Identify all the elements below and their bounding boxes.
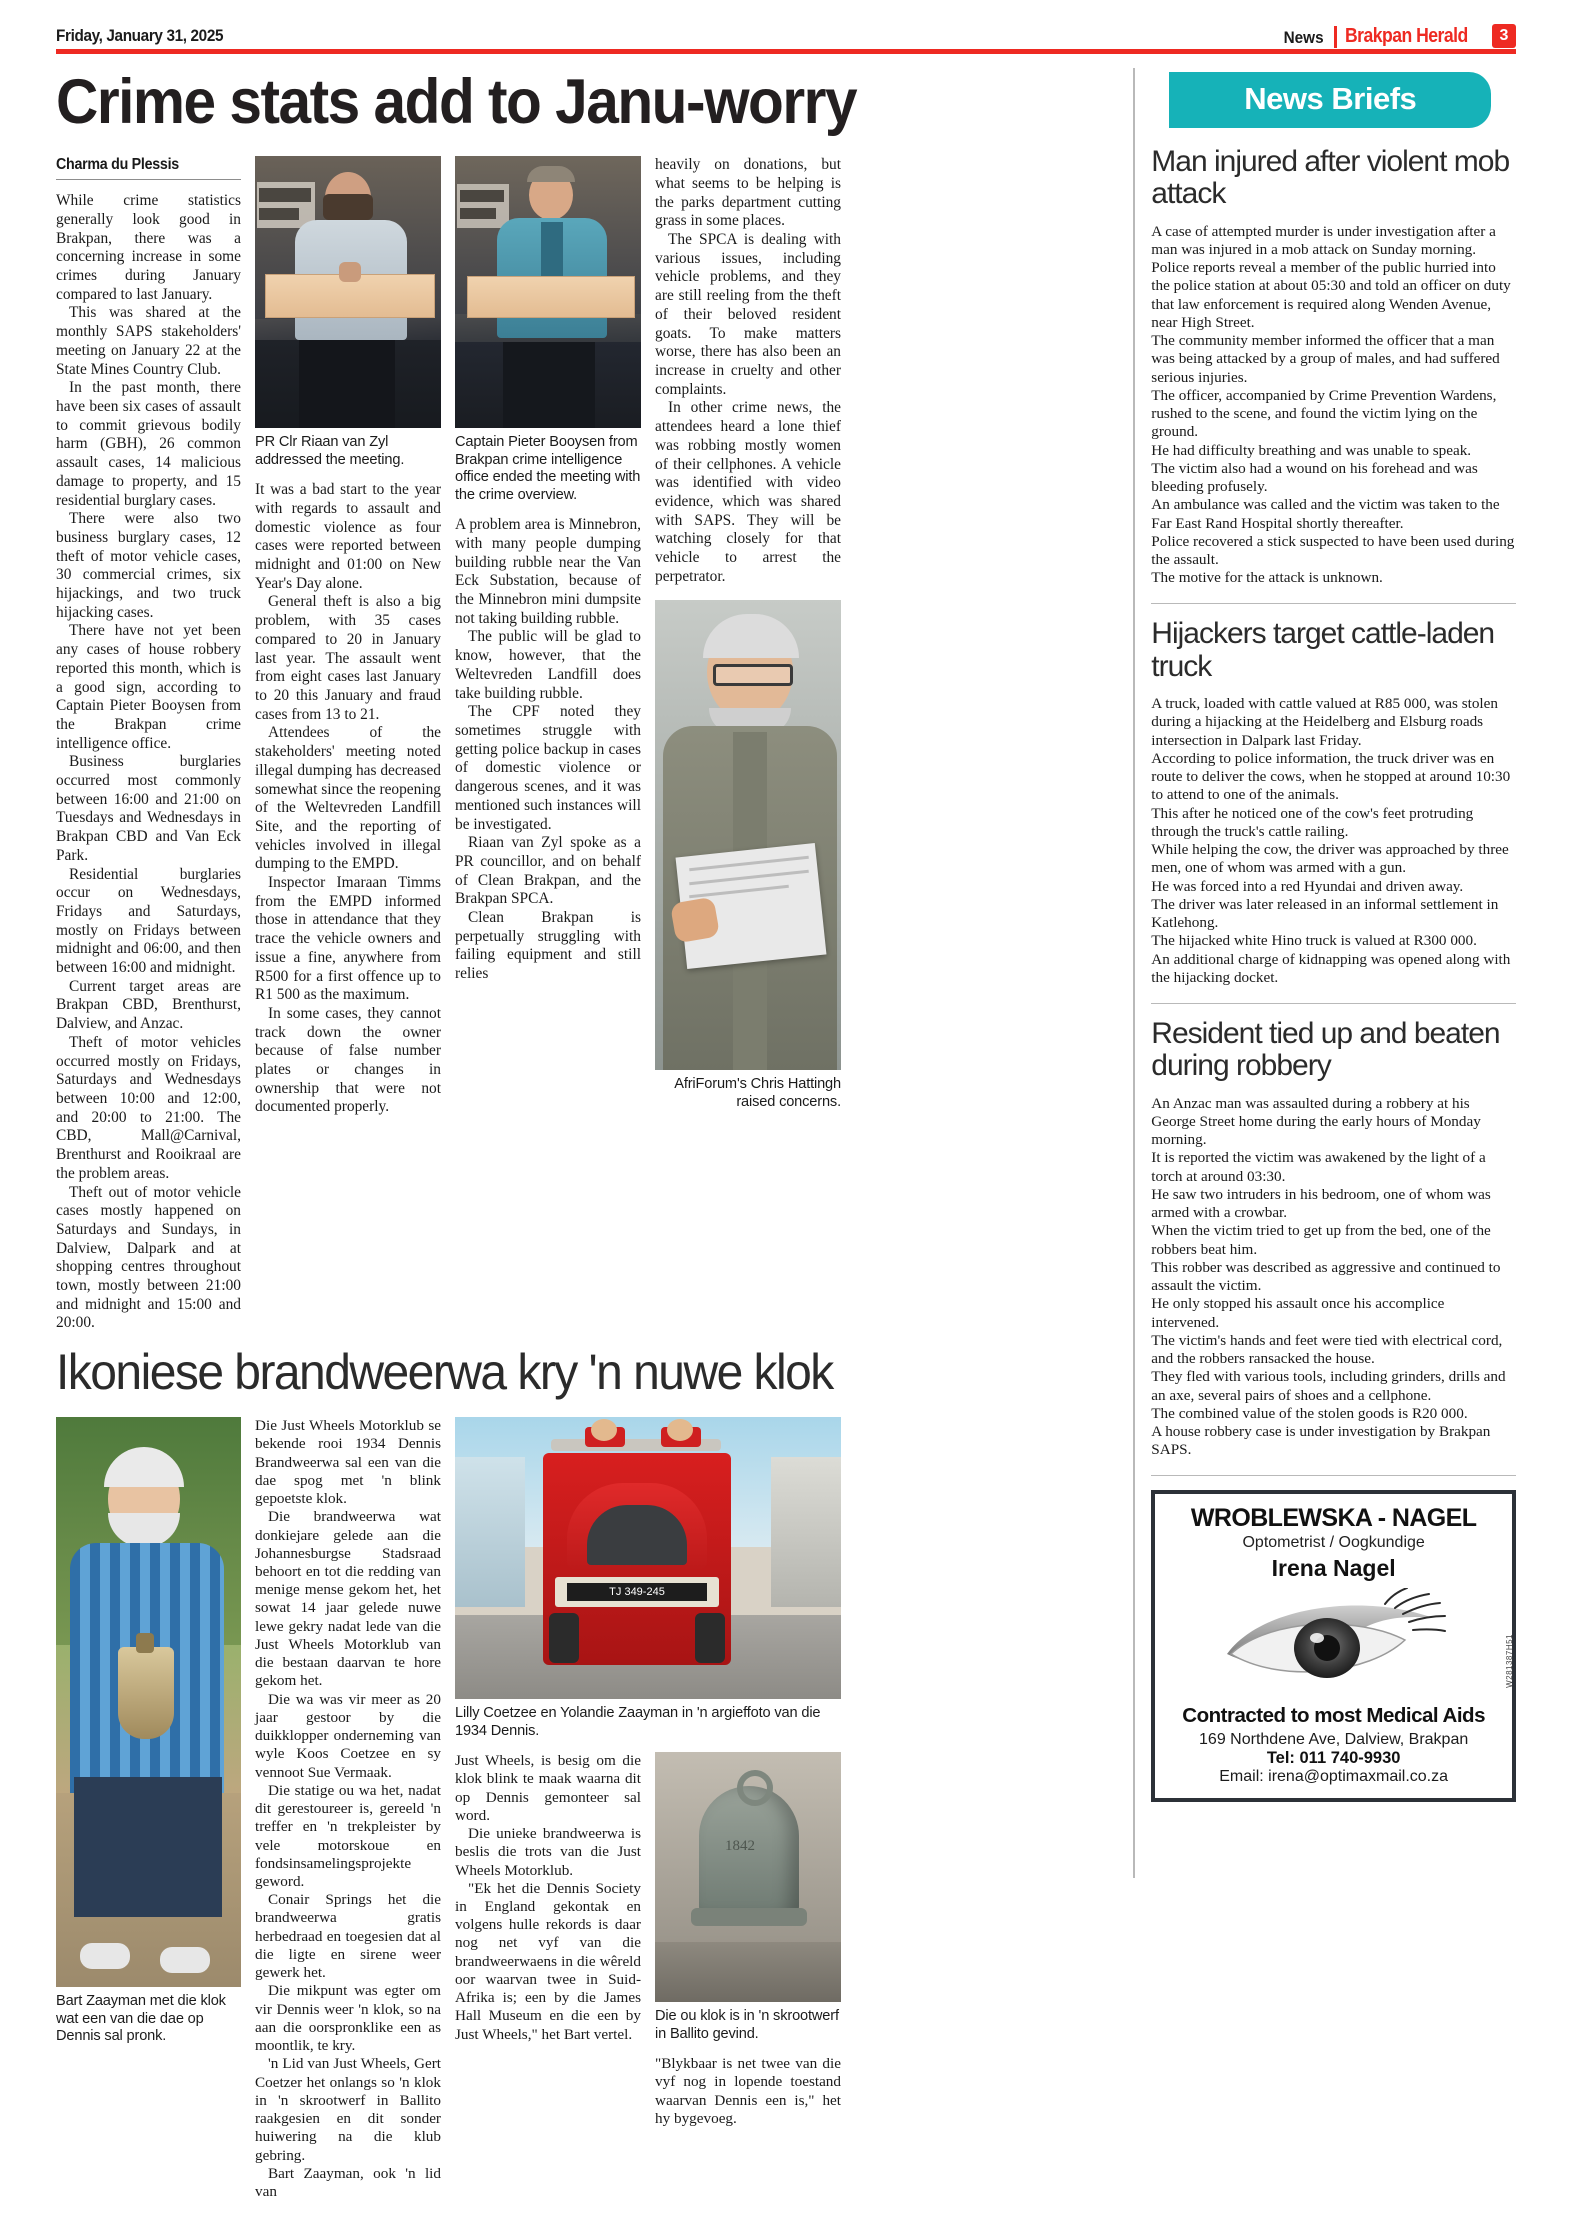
paragraph: In the past month, there have been six cases of assault to commit grievous bodily harm (GBH), 26 common assault cases, 14 malicious damage to property, and 15 residential burglary cases. — [56, 379, 241, 509]
paragraph: In other crime news, the attendees heard a lone thief was robbing mostly women of their cellphones. A vehicle was identified with video evidence, which was shared with SAPS. They will be watching closely for that vehicle to arrest the perpetrator. — [655, 399, 841, 585]
paragraph: The hijacked white Hino truck is valued at R300 000. — [1151, 932, 1477, 950]
main-content-block — [56, 68, 1111, 2201]
paragraph: There were also two business burglary cases, 12 theft of motor vehicle cases, 30 commercial crimes, six hijackings, and two truck hijacking cases. — [56, 510, 241, 621]
byline-rule — [56, 179, 241, 180]
brief-body — [1151, 695, 1516, 987]
paragraph: There have not yet been any cases of house robbery reported this month, which is a good sign, according to Captain Pieter Booysen from the Brakpan crime intelligence office. — [56, 622, 241, 752]
page-body — [56, 68, 1516, 2201]
paragraph: General theft is also a big problem, with 35 cases compared to 20 in January last year. The assault went from eight cases last January to 20 this January and fraud cases from 13 to 21. — [255, 593, 441, 723]
page-title: Crime stats add to Janu-worry — [56, 67, 857, 137]
paragraph: "Blykbaar is net twee van die vyf nog in lopende toestand waarvan Dennis een is," het hy bygevoeg. — [655, 2055, 841, 2127]
photo-bart-zaayman — [56, 1417, 241, 1987]
photo-captain-booysen — [455, 156, 641, 428]
paragraph: Die Just Wheels Motorklub se bekende rooi 1934 Dennis Brandweerwa sal een van die dae spog met 'n blink gepoetste klok. — [255, 1417, 441, 1508]
paragraph: This was shared at the monthly SAPS stakeholders' meeting on January 22 at the State Mines Country Club. — [56, 304, 241, 378]
photo-chris-hattingh — [655, 600, 841, 1070]
afrikaans-columns — [56, 1417, 1111, 2201]
news-brief-item — [1151, 146, 1516, 587]
photo-caption: Bart Zaayman met die klok wat een van die dae op Dennis sal pronk. — [56, 1993, 226, 2045]
crime-article — [56, 156, 1111, 1333]
paragraph: The motive for the attack is unknown. — [1151, 569, 1383, 587]
brief-heading: Hijackers target cattle-laden truck — [1151, 617, 1495, 683]
news-briefs-banner: News Briefs — [1169, 72, 1491, 128]
paragraph: Business burglaries occurred most commonly between 16:00 and 21:00 on Tuesdays and Wednesdays in Brakpan CBD and Van Eck Park. — [56, 753, 241, 864]
paragraph: He had difficulty breathing and was unable to speak. — [1151, 441, 1472, 459]
ad-email[interactable]: Email: irena@optimaxmail.co.za — [1219, 1768, 1449, 1786]
masthead-separator — [1334, 26, 1337, 48]
paragraph: Just Wheels, is besig om die klok blink te maak waarna dit op Dennis gemonteer sal word. — [455, 1752, 641, 1824]
photo-riaan-van-zyl — [255, 156, 441, 428]
ad-telephone[interactable]: Tel: 011 740-9930 — [1266, 1749, 1401, 1768]
photo-caption: Die ou klok is in 'n skrootwerf in Ballito gevind. — [655, 2008, 839, 2042]
ad-profession: Optometrist / Oogkundige — [1242, 1534, 1425, 1552]
ad-tagline: Contracted to most Medical Aids — [1182, 1704, 1485, 1728]
byline: Charma du Plessis — [56, 156, 179, 174]
photo-caption: Lilly Coetzee en Yolandie Zaayman in 'n argieffoto van die 1934 Dennis. — [455, 1705, 821, 1739]
paragraph: This after he noticed one of the cow's feet protruding through the truck's cattle railing. — [1151, 804, 1474, 840]
paragraph: The SPCA is dealing with various issues, including vehicle problems, and they are still reeling from the theft of their beloved resident goats. To make matters worse, there has also been an increase in cruelty and other complaints. — [655, 231, 841, 398]
paragraph: The driver was later released in an informal settlement in Katlehong. — [1151, 895, 1499, 932]
paragraph: Inspector Imaraan Timms from the EMPD informed those in attendance that they trace the vehicle owners and issue a fine, anywhere from R500 for a first offence up to R1 500 as the maximum. — [255, 874, 441, 1004]
paragraph: "Ek het die Dennis Society in England gekontak en volgens hulle rekords is daar nog net vyf van die brandweerwaens in die wêreld oor waarvan twee in Suid-Afrika is; een by die James Hall Museum en die een by Just Wheels," het Bart vertel. — [455, 1879, 641, 2043]
paragraph: According to police information, the truck driver was en route to deliver the cows, when he stopped at around 10:30 to attend to one of the animals. — [1151, 749, 1511, 804]
paragraph: The public will be glad to know, however, that the Weltevreden Landfill does take building rubble. — [455, 628, 641, 702]
rail-divider — [1133, 68, 1135, 1878]
photo-caption: Captain Pieter Booysen from Brakpan crime intelligence office ended the meeting with the crime overview. — [455, 434, 641, 503]
paragraph: Attendees of the stakeholders' meeting noted illegal dumping has decreased somewhat since the reopening of the Weltevreden Landfill Site, and the reporting of vehicles involved in illegal dumping to the EMPD. — [255, 724, 441, 873]
ad-person-name: Irena Nagel — [1271, 1555, 1396, 1582]
paragraph: Die brandweerwa wat donkiejare gelede aan die Johannesburgse Stadsraad behoort en tot die redding van menige mense gekom het, het sowat 14 jaar gelede nuwe lewe gekry nadat lede van die Just Wheels Motorklub van die bestaan daarvan te hore gekom het. — [255, 1508, 441, 1690]
news-brief-item — [1151, 1018, 1516, 1459]
afrikaans-column-2 — [255, 1417, 441, 2201]
photo-fire-engine: TJ 349-245 — [455, 1417, 841, 1699]
paragraph: It is reported the victim was awakened by the light of a torch at around 03:30. — [1151, 1149, 1486, 1185]
paragraph: Conair Springs het die brandweerwa gratis herbedraad en toegesien dat al die ligte en sirene weer gewerk het. — [255, 1891, 441, 1982]
paragraph: The officer, accompanied by Crime Prevention Wardens, rushed to the scene, and found the victim lying on the ground. — [1151, 386, 1497, 441]
ad-reference-code: W281387H51 — [1505, 1634, 1514, 1689]
paragraph: Die unieke brandweerwa is beslis die trots van die Just Wheels Motorklub. — [455, 1825, 641, 1879]
brief-body — [1151, 1095, 1516, 1460]
paragraph: The CPF noted they sometimes struggle with getting police backup in cases of domestic violence or dangerous scenes, and it was mentioned such instances will be investigated. — [455, 703, 641, 833]
paragraph: In some cases, they cannot track down the owner because of false number plates or changes in ownership that were not documented properly. — [255, 1004, 441, 1116]
paragraph: Riaan van Zyl spoke as a PR councillor, and on behalf of Clean Brakpan, and the Brakpan SPCA. — [455, 834, 641, 908]
paragraph: The combined value of the stolen goods is R20 000. — [1151, 1404, 1468, 1422]
brief-heading: Resident tied up and beaten during robbery — [1151, 1017, 1500, 1083]
photo-old-bell: 1842 — [655, 1752, 841, 2002]
paragraph: The victim also had a wound on his forehead and was bleeding profusely. — [1151, 459, 1478, 496]
paragraph: Die wa was vir meer as 20 jaar gestoor by die duikklopper onderneming van wyle Koos Coetzee en sy vennoot Sue Vermaak. — [255, 1690, 441, 1781]
brief-divider — [1151, 603, 1516, 604]
article-column-4 — [655, 156, 841, 1333]
afrikaans-column-3 — [455, 1752, 641, 2128]
paragraph: Theft of motor vehicles occurred mostly on Fridays, Saturdays and Wednesdays between 10:00 and 12:00, and 20:00 to 21:00. The CBD, Mall@Carnival, Brenthurst and Rooikraal are the problem areas. — [56, 1033, 241, 1182]
masthead-rule — [56, 49, 1516, 54]
paragraph: A problem area is Minnebron, with many people dumping building rubble near the Van Eck Substation, because of the Minnebron mini dumpsite not taking building rubble. — [455, 516, 641, 627]
paragraph: While helping the cow, the driver was approached by three men, one of whom was armed with a gun. — [1151, 841, 1509, 877]
paragraph: Bart Zaayman, ook 'n lid van — [255, 2164, 441, 2200]
afrikaans-column-3-4 — [455, 1417, 841, 2201]
paragraph: It was a bad start to the year with regards to assault and domestic violence as four cases were reported between midnight and 01:00 on New Year's Day alone. — [255, 481, 441, 592]
photo-caption: PR Clr Riaan van Zyl addressed the meeting. — [255, 434, 405, 468]
afrikaans-column-1 — [56, 1417, 241, 2201]
news-brief-item — [1151, 618, 1516, 987]
photo-caption: AfriForum's Chris Hattingh raised concerns. — [674, 1076, 841, 1110]
brief-heading: Man injured after violent mob attack — [1151, 145, 1510, 211]
paragraph: Die statige ou wa het, nadat dit gerestoureer is, gereeld 'n treffer en 'n trekpleister by vele motorskoue en fondsinsamelingsprojekte geword. — [255, 1781, 441, 1890]
paragraph: Theft out of motor vehicle cases mostly happened on Saturdays and Sundays, in Dalview, Dalpark and at shopping centres throughout town, mostly between 21:00 and midnight and 15:00 and 20:00. — [56, 1183, 241, 1332]
paragraph: Clean Brakpan is perpetually struggling with failing equipment and still relies — [455, 909, 641, 983]
brief-divider — [1151, 1003, 1516, 1004]
news-briefs-rail — [1133, 68, 1516, 2201]
paragraph: The community member informed the officer that a man was being attacked by a group of males, and had suffered serious injuries. — [1151, 332, 1500, 386]
paragraph: A case of attempted murder is under investigation after a man was injured in a mob attack on Sunday morning. — [1151, 222, 1496, 259]
paragraph: He saw two intruders in his bedroom, one of whom was armed with a crowbar. — [1151, 1185, 1491, 1222]
paragraph: He was forced into a red Hyundai and driven away. — [1151, 877, 1464, 895]
afrikaans-article — [56, 1343, 1111, 2201]
paragraph: 'n Lid van Just Wheels, Gert Coetzer het onlangs so 'n klok in 'n skrootwerf in Ballito raakgesien en dit sonder huiwering na die klub gebring. — [255, 2055, 441, 2164]
paragraph: Die mikpunt was egter om vir Dennis weer 'n klok, so na aan die oorspronklike een as moontlik, te kry. — [255, 1982, 441, 2055]
advertisement-optometrist[interactable] — [1151, 1490, 1516, 1802]
article-column-1 — [56, 156, 241, 1333]
paragraph: An Anzac man was assaulted during a robbery at his George Street home during the early hours of Monday morning. — [1151, 1094, 1481, 1149]
paragraph: Residential burglaries occur on Wednesdays, Fridays and Saturdays, mostly on Fridays between midnight and 06:00, and then between 16:00 and midnight. — [56, 865, 241, 977]
afrikaans-column-4 — [655, 1752, 841, 2128]
ad-address: 169 Northdene Ave, Dalview, Brakpan — [1199, 1731, 1469, 1749]
afrikaans-headline: Ikoniese brandweerwa kry 'n nuwe klok — [56, 1344, 833, 1401]
paragraph: The victim's hands and feet were tied with electrical cord, and the robbers ransacked the house. — [1151, 1331, 1503, 1368]
paragraph: A house robbery case is under investigation by Brakpan SAPS. — [1151, 1423, 1491, 1459]
paragraph: An ambulance was called and the victim was taken to the Far East Rand Hospital shortly thereafter. — [1151, 496, 1500, 532]
paragraph: heavily on donations, but what seems to be helping is the parks department cutting grass in some places. — [655, 156, 841, 230]
masthead-date: Friday, January 31, 2025 — [56, 26, 224, 45]
article-column-3 — [455, 156, 641, 1333]
masthead-page-number: 3 — [1492, 24, 1516, 48]
masthead — [56, 0, 1516, 52]
paragraph: An additional charge of kidnapping was opened along with the hijacking docket. — [1151, 950, 1511, 986]
ad-business-name: WROBLEWSKA - NAGEL — [1190, 1504, 1477, 1533]
masthead-section: News — [1283, 28, 1324, 47]
masthead-publication: Brakpan Herald — [1344, 25, 1468, 47]
brief-body — [1151, 223, 1516, 588]
paragraph: A truck, loaded with cattle valued at R85 000, was stolen during a hijacking at the Heidelberg and Elsburg roads intersection in Dalpark last Friday. — [1151, 695, 1498, 749]
paragraph: He only stopped his assault once his accomplice intervened. — [1151, 1295, 1445, 1331]
masthead-identity — [1281, 24, 1516, 52]
ad-divider — [1151, 1475, 1516, 1476]
article-column-2 — [255, 156, 441, 1333]
paragraph: Police reports reveal a member of the public hurried into the police station at about 05:30 and told an officer on duty that law enforcement is required along Wenden Avenue, near High Street. — [1151, 259, 1511, 331]
eye-icon — [1219, 1588, 1449, 1700]
paragraph: While crime statistics generally look good in Brakpan, there was a concerning increase in some crimes during January compared to last January. — [56, 192, 241, 303]
paragraph: This robber was described as aggressive and continued to assault the victim. — [1151, 1258, 1501, 1295]
paragraph: Police recovered a stick suspected to have been used during the assault. — [1151, 532, 1515, 568]
paragraph: When the victim tried to get up from the bed, one of the robbers beat him. — [1151, 1222, 1491, 1258]
paragraph: They fled with various tools, including grinders, drills and an axe, several pairs of shoes and a cellphone. — [1151, 1368, 1506, 1404]
paragraph: Current target areas are Brakpan CBD, Brenthurst, Dalview, and Anzac. — [56, 977, 241, 1033]
